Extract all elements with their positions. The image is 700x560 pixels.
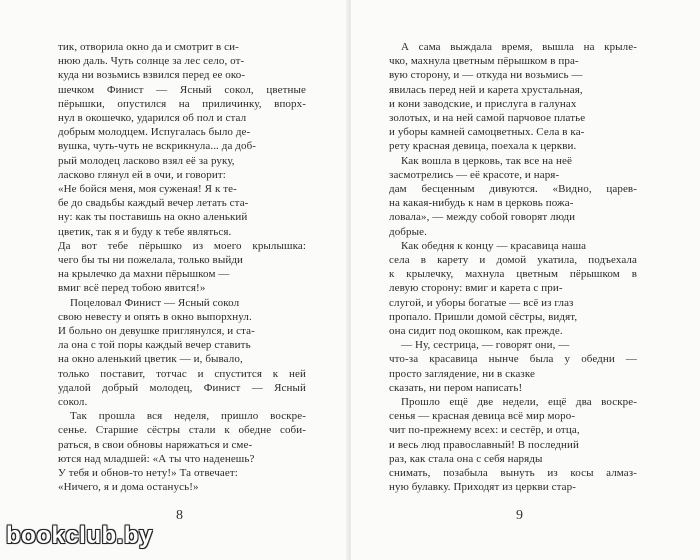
- text-line: удалой добрый молодец, Финист — Ясный: [58, 381, 306, 394]
- text-line: «Не бойся меня, моя суженая! Я к те-: [58, 183, 237, 196]
- text-line: снимать, позабыла вынуть из косы алмаз-: [389, 467, 637, 480]
- text-line: к крылечку, махнула цветным пёрышком в: [389, 268, 637, 281]
- text-line: ную булавку. Приходят из церкви стар-: [389, 481, 577, 494]
- text-line: свою невесту и опять в окно выпорхнул.: [58, 310, 252, 323]
- text-line: только поставит, тотчас и спустится к ней: [58, 367, 306, 380]
- text-line: ла она с той поры каждый вечер ставить: [58, 339, 251, 352]
- text-line: бе до свадьбы каждый вечер летать ста-: [58, 197, 249, 210]
- text-line: Да вот тебе пёрышко из моего крылышка:: [58, 239, 306, 252]
- text-line: она сидит под окошком, как прежде.: [389, 325, 563, 338]
- text-line: вмиг всё перед тобою явится!»: [58, 282, 206, 295]
- text-line: шечком Финист — Ясный сокол, цветные: [58, 83, 306, 96]
- text-line: села в карету и домой укатила, подъехала: [389, 254, 637, 267]
- text-line: добрым молодцем. Испугалась было де-: [58, 126, 251, 139]
- text-line: золотых, и на ней самой парчовое платье: [389, 112, 586, 125]
- text-line: У тебя и обнов-то нету!» Та отвечает:: [58, 467, 238, 480]
- text-line: — Ну, сестрица, — говорят они, —: [401, 339, 570, 352]
- text-line: на какая-нибудь к нам в церковь пожа-: [389, 197, 574, 210]
- left-page-text: [58, 40, 306, 495]
- watermark-logo: bookclub.by: [6, 522, 153, 549]
- text-line: раз, как стала она с себя наряды: [389, 452, 543, 465]
- text-line: что-за красавица нынче была у обедни —: [389, 353, 637, 366]
- text-line: вую сторону, и — откуда ни возьмись —: [389, 69, 583, 82]
- right-page: [351, 0, 700, 560]
- text-line: И больно он девушке приглянулся, и ста-: [58, 325, 255, 338]
- text-line: цветик, так я и буду к тебе являться.: [58, 225, 232, 238]
- text-line: левую сторону: вмиг и карета с при-: [389, 282, 563, 295]
- text-line: куда ни возьмись взвился перед ее око-: [58, 69, 246, 82]
- text-line: и кони заводские, и прислуга в галунах: [389, 97, 577, 110]
- text-line: добрые.: [389, 225, 427, 238]
- text-line: Прошло ещё две недели, ещё два воскре-: [401, 396, 637, 409]
- text-line: дам бесценным дивуются. «Видно, царев-: [389, 183, 637, 196]
- left-page: [0, 0, 349, 560]
- text-line: засмотрелись — её красоте, и наря-: [389, 168, 560, 181]
- text-line: явилась перед ней и карета хрустальная,: [389, 83, 583, 96]
- text-line: сокол.: [58, 396, 88, 409]
- text-line: просто заглядение, ни в сказке: [389, 367, 536, 380]
- text-line: тик, отворила окно да и смотрит в си-: [58, 41, 239, 53]
- text-line: сенья — красная девица всё мир моро-: [389, 410, 576, 423]
- text-line: и весь люд православный! В последний: [389, 438, 579, 451]
- text-line: «Ничего, я и дома останусь!»: [58, 481, 199, 494]
- text-line: пропало. Пришли домой сёстры, видят,: [389, 310, 578, 323]
- text-line: нул в окошечко, ударился об пол и стал: [58, 112, 247, 125]
- text-line: вушка, чуть-чуть не вскрикнула... да доб-: [58, 140, 257, 153]
- text-line: ласково глянул ей в очи, и говорит:: [58, 168, 226, 181]
- text-line: чко, махнула цветным пёрышком в пра-: [389, 55, 579, 68]
- text-line: чего бы ты ни пожелала, только выйди: [58, 254, 244, 267]
- left-page-number: 8: [176, 508, 183, 523]
- text-line: ются над младшей: «А ты что наденешь?: [58, 452, 255, 465]
- text-line: и уборы камней самоцветных. Села в ка-: [389, 126, 585, 139]
- text-line: А сама выждала время, вышла на крыле-: [401, 41, 637, 53]
- text-line: Как обедня к концу — красавица наша: [401, 239, 587, 252]
- text-line: пёрышки, опустился на приличинку, впорх-: [58, 97, 306, 110]
- text-line: слугой, и уборы богатые — всё из глаз: [389, 296, 574, 309]
- text-line: сенье. Старшие сёстры стали к обедне соби-: [58, 424, 306, 437]
- text-line: Как вошла в церковь, так все на неё: [401, 154, 572, 167]
- text-line: ну: как ты поставишь на окно аленький: [58, 211, 248, 224]
- text-line: Поцеловал Финист — Ясный сокол: [70, 296, 240, 309]
- text-line: нюю даль. Чуть солнце за лес село, от-: [58, 55, 245, 68]
- right-page-number: 9: [516, 508, 523, 523]
- text-line: рый молодец ласково взял её за руку,: [58, 154, 235, 167]
- text-line: на крылечко да махни пёрышком —: [58, 268, 230, 281]
- right-page-text: [389, 40, 637, 495]
- text-line: рету красная девица, поехала к церкви.: [389, 140, 577, 153]
- text-line: Так прошла вся неделя, пришло воскре-: [70, 410, 306, 423]
- text-line: чит по-прежнему всех: и сестёр, и отца,: [389, 424, 580, 437]
- text-line: раться, в свои обновы наряжаться и сме-: [58, 438, 253, 451]
- text-line: на окно аленький цветик — и, бывало,: [58, 353, 243, 366]
- text-line: сказать, ни пером написать!: [389, 381, 523, 394]
- text-line: ловала», — между собой говорят люди: [389, 211, 576, 224]
